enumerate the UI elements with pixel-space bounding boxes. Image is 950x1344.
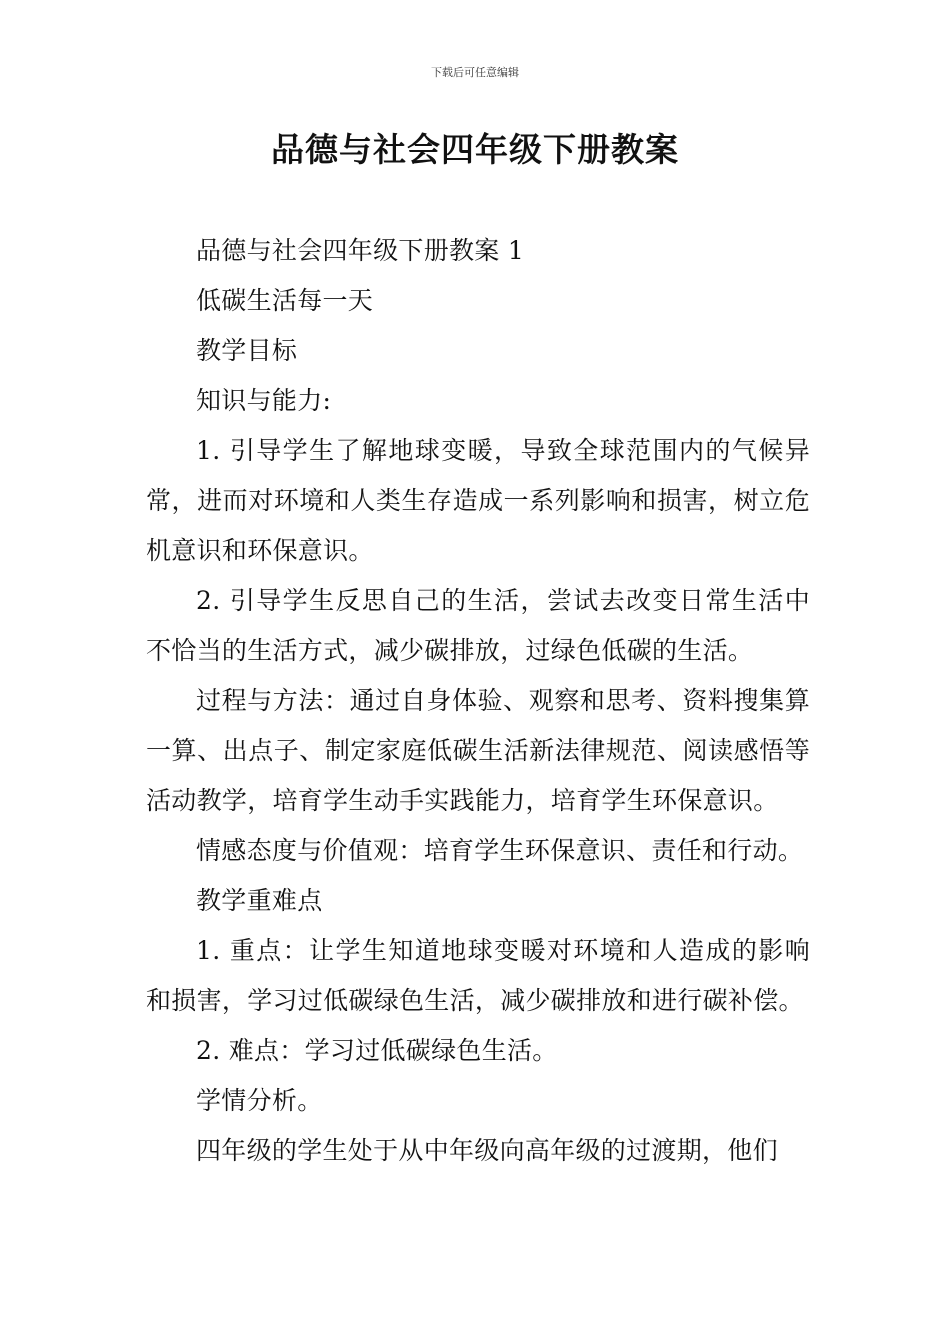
paragraph-knowledge-heading: 知识与能力:: [196, 386, 332, 415]
paragraph-goal-1: 1. 引导学生了解地球变暖，导致全球范围内的气候异常，进而对环境和人类生存造成一系列影响和损害，树立危机意识和环保意识。: [146, 436, 810, 565]
paragraph-lesson-title: 低碳生活每一天: [196, 286, 374, 315]
paragraph-section-title: 品德与社会四年级下册教案 1: [196, 236, 525, 265]
page-title: 品德与社会四年级下册教案: [271, 130, 679, 169]
paragraph-goal-2: 2. 引导学生反思自己的生活，尝试去改变日常生活中不恰当的生活方式，减少碳排放，过绿色低碳的生活。: [146, 586, 810, 665]
paragraph-emotion-values: 情感态度与价值观：培育学生环保意识、责任和行动。: [196, 836, 804, 865]
paragraph-key-point: 1. 重点：让学生知道地球变暖对环境和人造成的影响和损害，学习过低碳绿色生活，减少碳排放和进行碳补偿。: [146, 936, 810, 1015]
paragraph-student-analysis: 四年级的学生处于从中年级向高年级的过渡期，他们: [196, 1136, 778, 1165]
paragraph-student-analysis-heading: 学情分析。: [196, 1086, 323, 1115]
document-body: [146, 226, 810, 1176]
paragraph-process-method: 过程与方法：通过自身体验、观察和思考、资料搜集算一算、出点子、制定家庭低碳生活新法律规范、阅读感悟等活动教学，培育学生动手实践能力，培育学生环保意识。: [146, 686, 810, 815]
paragraph-difficulty: 2. 难点：学习过低碳绿色生活。: [196, 1036, 558, 1065]
header-note: 下载后可任意编辑: [431, 66, 519, 79]
paragraph-key-difficulty-heading: 教学重难点: [196, 886, 323, 915]
paragraph-teaching-goals-heading: 教学目标: [196, 336, 298, 365]
